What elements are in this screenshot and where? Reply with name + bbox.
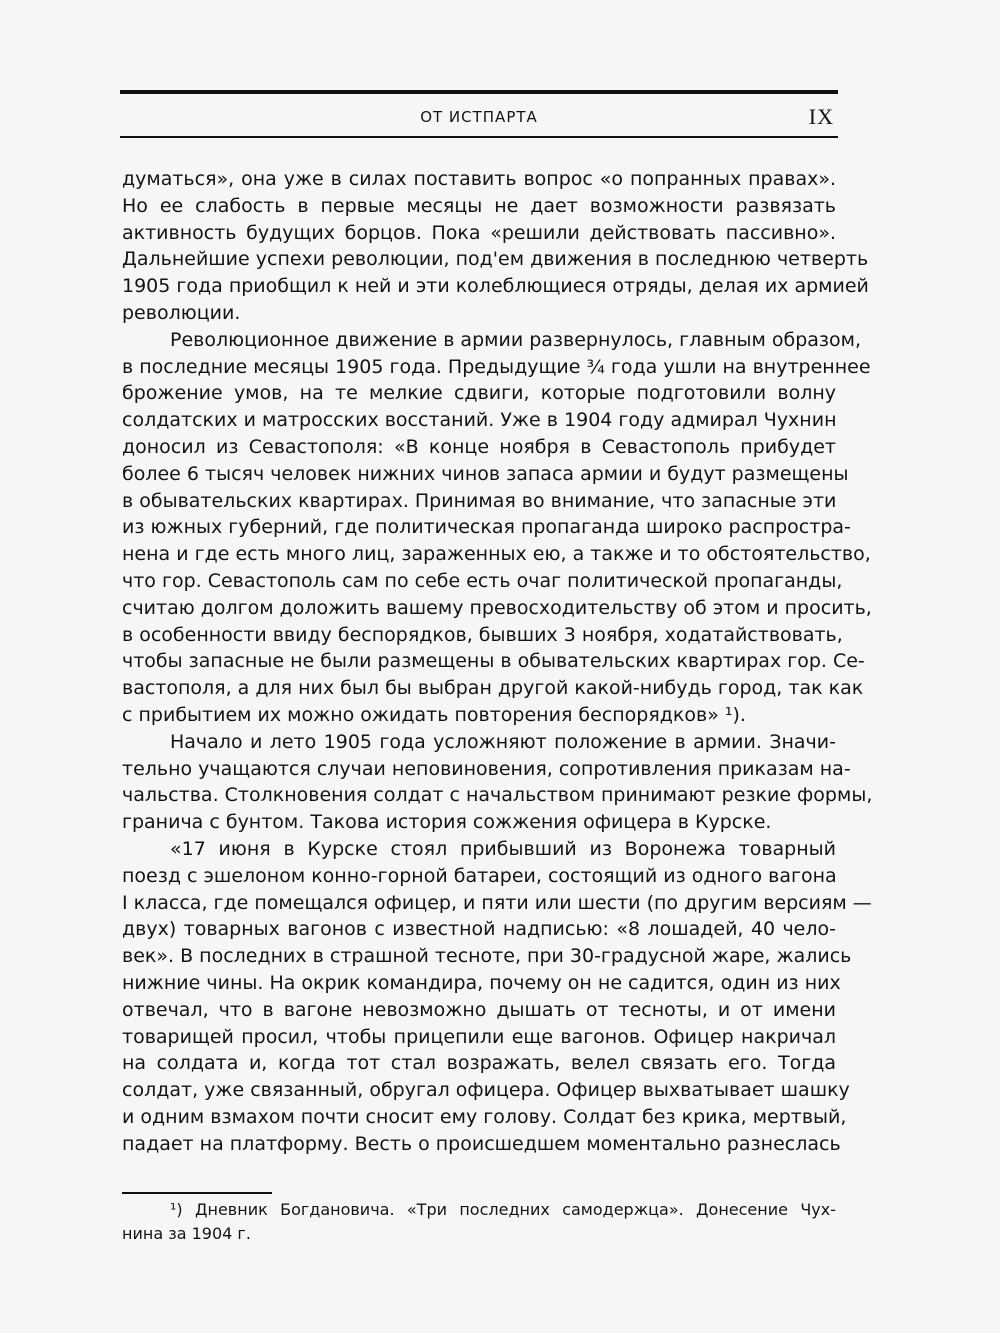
text-line: I класса, где помещался офицер, и пяти или шести (по другим версиям —	[122, 891, 872, 914]
text-line: солдатских и матросских восстаний. Уже в 1904 году адмирал Чухнин	[122, 409, 837, 432]
text-line: отвечал, что в вагоне невозможно дышать от тесноты, и от имени	[122, 998, 836, 1021]
paragraph-2	[122, 327, 872, 729]
text-line: нижние чины. На окрик командира, почему он не садится, один из них	[122, 971, 841, 994]
running-title: ОТ ИСТПАРТА	[420, 108, 538, 126]
text-line: доносил из Севастополя: «В конце ноября в Севастополь прибудет	[122, 435, 836, 458]
text-line: на солдата и, когда тот стал возражать, велел связать его. Тогда	[122, 1052, 836, 1075]
footnote-line: ¹) Дневник Богдановича. «Три последних самодержца». Донесение Чух-	[170, 1200, 836, 1219]
text-line: активность будущих борцов. Пока «решили действовать пассивно».	[122, 221, 836, 244]
paragraph-3	[122, 729, 873, 836]
text-line: в обывательских квартирах. Принимая во внимание, что запасные эти	[122, 489, 837, 512]
body-text	[122, 166, 873, 1157]
text-line: «17 июня в Курске стоял прибывший из Воронежа товарный	[170, 837, 836, 860]
paragraph-4	[122, 836, 872, 1158]
text-line: Революционное движение в армии развернулось, главным образом,	[170, 328, 862, 351]
text-line: Дальнейшие успехи революции, под'ем движения в последнюю четверть	[122, 248, 869, 271]
text-line: гранича с бунтом. Такова история сожжения офицера в Курске.	[122, 811, 772, 834]
text-line: нена и где есть много лиц, зараженных ею, а также и то обстоятельство,	[122, 543, 871, 566]
top-rule	[120, 90, 838, 94]
running-header	[120, 104, 838, 134]
text-line: поезд с эшелоном конно-горной батареи, состоящий из одного вагона	[122, 864, 837, 887]
text-line: двух) товарных вагонов с известной надписью: «8 лошадей, 40 чело-	[122, 918, 836, 941]
text-line: с прибытием их можно ожидать повторения беспорядков» ¹).	[122, 703, 746, 726]
text-line: думаться», она уже в силах поставить вопрос «о попранных правах».	[122, 168, 836, 190]
text-line: Но ее слабость в первые месяцы не дает возможности развязать	[122, 194, 836, 217]
text-line: считаю долгом доложить вашему превосходительству об этом и просить,	[122, 596, 872, 619]
text-line: из южных губерний, где политическая пропаганда широко распростра-	[122, 516, 851, 539]
text-line: падает на платформу. Весть о происшедшем моментально разнеслась	[122, 1132, 841, 1155]
footnote-rule	[122, 1192, 272, 1194]
text-line: вастополя, а для них был бы выбран другой какой-нибудь город, так как	[122, 677, 864, 700]
text-line: товарищей просил, чтобы прицепили еще вагонов. Офицер накричал	[122, 1025, 836, 1048]
text-line: солдат, уже связанный, обругал офицера. Офицер выхватывает шашку	[122, 1079, 850, 1102]
text-line: и одним взмахом почти сносит ему голову. Солдат без крика, мертвый,	[122, 1105, 847, 1128]
footnote-line: нина за 1904 г.	[122, 1224, 251, 1243]
text-line: тельно учащаются случаи неповиновения, сопротивления приказам на-	[122, 757, 851, 780]
text-line: в последние месяцы 1905 года. Предыдущие ¾ года ушли на внутреннее	[122, 355, 871, 378]
text-line: Начало и лето 1905 года усложняют положение в армии. Значи-	[170, 730, 836, 753]
text-line: брожение умов, на те мелкие сдвиги, которые подготовили волну	[122, 382, 836, 405]
page-number: IX	[808, 104, 834, 129]
text-line: революции.	[122, 301, 241, 324]
text-line: век». В последних в страшной тесноте, при 30-градусной жаре, жались	[122, 945, 852, 968]
text-line: что гор. Севастополь сам по себе есть очаг политической пропаганды,	[122, 569, 843, 592]
header-rule	[120, 136, 838, 138]
text-line: более 6 тысяч человек нижних чинов запаса армии и будут размещены	[122, 462, 849, 485]
text-line: в особенности ввиду беспорядков, бывших 3 ноября, ходатайствовать,	[122, 623, 843, 646]
paragraph-1	[122, 166, 869, 327]
text-line: 1905 года приобщил к ней и эти колеблющиеся отряды, делая их армией	[122, 275, 869, 298]
text-line: чальства. Столкновения солдат с начальством принимают резкие формы,	[122, 784, 873, 807]
text-line: чтобы запасные не были размещены в обывательских квартирах гор. Се-	[122, 650, 865, 673]
footnote	[122, 1198, 836, 1246]
